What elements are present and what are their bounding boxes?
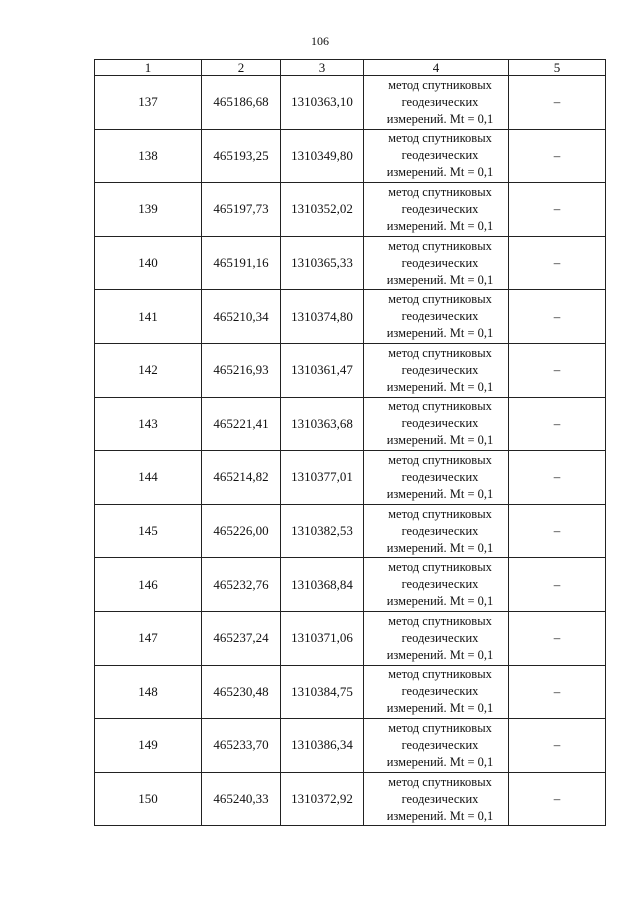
table-body (95, 76, 606, 826)
point-number: 148 (95, 665, 202, 719)
method-line-3: измерений. Mt = 0,1 (386, 272, 494, 287)
table-row (95, 183, 606, 237)
header-col-5: 5 (509, 60, 606, 76)
coordinate-x: 465221,41 (202, 397, 281, 451)
method-line-1: метод спутниковых (388, 452, 492, 467)
measurement-method (364, 611, 509, 665)
point-number: 144 (95, 451, 202, 505)
method-line-3: измерений. Mt = 0,1 (386, 379, 494, 394)
header-col-1: 1 (95, 60, 202, 76)
note-cell: – (509, 504, 606, 558)
method-line-1: метод спутниковых (388, 345, 492, 360)
measurement-method (364, 76, 509, 130)
coordinate-x: 465191,16 (202, 236, 281, 290)
coordinate-x: 465232,76 (202, 558, 281, 612)
coordinate-y: 1310365,33 (281, 236, 364, 290)
coordinate-x: 465233,70 (202, 719, 281, 773)
method-line-2: геодезических (401, 469, 479, 484)
coordinate-x: 465230,48 (202, 665, 281, 719)
measurement-method (364, 183, 509, 237)
measurement-method (364, 558, 509, 612)
coordinate-x: 465226,00 (202, 504, 281, 558)
measurement-method (364, 236, 509, 290)
coordinate-y: 1310363,68 (281, 397, 364, 451)
method-line-3: измерений. Mt = 0,1 (386, 111, 494, 126)
method-line-3: измерений. Mt = 0,1 (386, 701, 494, 716)
point-number: 137 (95, 76, 202, 130)
table-row (95, 129, 606, 183)
method-line-2: геодезических (401, 523, 479, 538)
coordinate-y: 1310382,53 (281, 504, 364, 558)
method-line-2: геодезических (401, 737, 479, 752)
method-line-3: измерений. Mt = 0,1 (386, 218, 494, 233)
coordinate-y: 1310361,47 (281, 343, 364, 397)
point-number: 146 (95, 558, 202, 612)
coordinate-x: 465237,24 (202, 611, 281, 665)
coordinate-x: 465210,34 (202, 290, 281, 344)
method-line-3: измерений. Mt = 0,1 (386, 433, 494, 448)
header-col-2: 2 (202, 60, 281, 76)
coordinate-x: 465193,25 (202, 129, 281, 183)
coordinate-x: 465214,82 (202, 451, 281, 505)
table-row (95, 719, 606, 773)
coordinate-y: 1310372,92 (281, 772, 364, 826)
note-cell: – (509, 343, 606, 397)
measurement-method (364, 129, 509, 183)
measurement-method (364, 665, 509, 719)
measurement-method (364, 290, 509, 344)
measurement-method (364, 451, 509, 505)
method-line-2: геодезических (401, 791, 479, 806)
method-line-2: геодезических (401, 201, 479, 216)
note-cell: – (509, 558, 606, 612)
measurement-method (364, 343, 509, 397)
method-line-1: метод спутниковых (388, 667, 492, 682)
note-cell: – (509, 719, 606, 773)
point-number: 149 (95, 719, 202, 773)
coordinate-x: 465216,93 (202, 343, 281, 397)
coordinate-x: 465240,33 (202, 772, 281, 826)
header-col-4: 4 (364, 60, 509, 76)
method-line-2: геодезических (401, 684, 479, 699)
coordinate-y: 1310377,01 (281, 451, 364, 505)
method-line-2: геодезических (401, 416, 479, 431)
method-line-3: измерений. Mt = 0,1 (386, 540, 494, 555)
point-number: 147 (95, 611, 202, 665)
method-line-2: геодезических (401, 577, 479, 592)
table-row (95, 665, 606, 719)
method-line-3: измерений. Mt = 0,1 (386, 165, 494, 180)
coordinate-x: 465197,73 (202, 183, 281, 237)
coordinate-y: 1310352,02 (281, 183, 364, 237)
coordinate-y: 1310371,06 (281, 611, 364, 665)
method-line-1: метод спутниковых (388, 506, 492, 521)
table-header (95, 60, 606, 76)
method-line-2: геодезических (401, 148, 479, 163)
note-cell: – (509, 451, 606, 505)
table-row (95, 504, 606, 558)
point-number: 143 (95, 397, 202, 451)
table-row (95, 76, 606, 130)
header-col-3: 3 (281, 60, 364, 76)
note-cell: – (509, 772, 606, 826)
point-number: 142 (95, 343, 202, 397)
point-number: 139 (95, 183, 202, 237)
method-line-1: метод спутниковых (388, 77, 492, 92)
table-row (95, 558, 606, 612)
method-line-2: геодезических (401, 630, 479, 645)
point-number: 150 (95, 772, 202, 826)
table-row (95, 343, 606, 397)
coordinate-y: 1310368,84 (281, 558, 364, 612)
method-line-3: измерений. Mt = 0,1 (386, 647, 494, 662)
method-line-2: геодезических (401, 362, 479, 377)
note-cell: – (509, 76, 606, 130)
method-line-3: измерений. Mt = 0,1 (386, 326, 494, 341)
method-line-3: измерений. Mt = 0,1 (386, 486, 494, 501)
method-line-1: метод спутниковых (388, 774, 492, 789)
method-line-1: метод спутниковых (388, 238, 492, 253)
coordinate-x: 465186,68 (202, 76, 281, 130)
method-line-2: геодезических (401, 309, 479, 324)
point-number: 138 (95, 129, 202, 183)
coordinate-y: 1310349,80 (281, 129, 364, 183)
method-line-1: метод спутниковых (388, 292, 492, 307)
measurement-method (364, 397, 509, 451)
method-line-1: метод спутниковых (388, 184, 492, 199)
table-row (95, 451, 606, 505)
method-line-1: метод спутниковых (388, 720, 492, 735)
table-row (95, 236, 606, 290)
method-line-1: метод спутниковых (388, 399, 492, 414)
note-cell: – (509, 290, 606, 344)
note-cell: – (509, 236, 606, 290)
coordinate-y: 1310363,10 (281, 76, 364, 130)
note-cell: – (509, 665, 606, 719)
method-line-1: метод спутниковых (388, 131, 492, 146)
table-row (95, 290, 606, 344)
coordinates-table (94, 59, 606, 826)
table-row (95, 611, 606, 665)
method-line-1: метод спутниковых (388, 560, 492, 575)
note-cell: – (509, 183, 606, 237)
coordinate-y: 1310386,34 (281, 719, 364, 773)
point-number: 141 (95, 290, 202, 344)
note-cell: – (509, 129, 606, 183)
note-cell: – (509, 397, 606, 451)
coordinate-y: 1310374,80 (281, 290, 364, 344)
point-number: 145 (95, 504, 202, 558)
method-line-3: измерений. Mt = 0,1 (386, 754, 494, 769)
table-row (95, 397, 606, 451)
point-number: 140 (95, 236, 202, 290)
method-line-3: измерений. Mt = 0,1 (386, 594, 494, 609)
measurement-method (364, 772, 509, 826)
method-line-1: метод спутниковых (388, 613, 492, 628)
method-line-2: геодезических (401, 255, 479, 270)
page-number: 106 (311, 34, 329, 48)
table-row (95, 772, 606, 826)
note-cell: – (509, 611, 606, 665)
coordinate-y: 1310384,75 (281, 665, 364, 719)
method-line-2: геодезических (401, 94, 479, 109)
measurement-method (364, 504, 509, 558)
measurement-method (364, 719, 509, 773)
header-row (95, 60, 606, 76)
method-line-3: измерений. Mt = 0,1 (386, 808, 494, 823)
